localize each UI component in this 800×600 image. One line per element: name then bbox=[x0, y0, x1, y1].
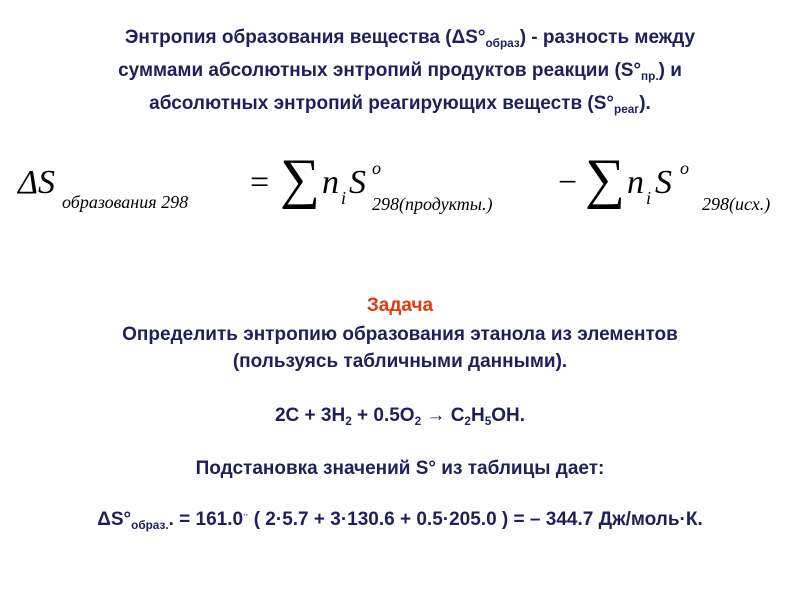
definition-line-1: Энтропия образования вещества $(\Delta S^\circ_{образ})$ - разность между bbox=[124, 27, 696, 51]
task-title: Задача bbox=[366, 295, 434, 316]
substitution-text: Подстановка значений S° из таблицы дает: bbox=[195, 458, 605, 479]
n-1: n bbox=[322, 164, 339, 201]
o-2: o bbox=[680, 158, 689, 178]
delta-s: ΔS bbox=[18, 164, 55, 201]
products-subscript: 298(продукты.) bbox=[372, 194, 493, 214]
task-line-1: Определить энтропию образования этанола из элементов bbox=[122, 324, 678, 345]
equals-sign: = bbox=[250, 164, 270, 201]
n-2: n bbox=[627, 164, 644, 201]
reactants-subscript: 298(исх.) bbox=[702, 194, 771, 214]
o-1: o bbox=[372, 158, 381, 178]
s-2: S bbox=[655, 164, 672, 201]
definition-line-3: абсолютных энтропий реагирующих веществ $(S^\circ_{реаг})$. bbox=[149, 93, 651, 117]
task-line-2: (пользуясь табличными данными). bbox=[232, 351, 568, 372]
definition-line-2: суммами абсолютных энтропий продуктов реакции $(S^\circ_{пр.})$ и bbox=[118, 60, 682, 84]
lhs-subscript: образования 298 bbox=[62, 192, 189, 212]
i-1: i bbox=[341, 188, 347, 208]
reaction-equation: $2C + 3H_2 + 0.5O_2 \to C_2H_5OH$. bbox=[274, 405, 526, 429]
sum-symbol-2: ∑ bbox=[585, 148, 625, 210]
task-text bbox=[0, 321, 800, 375]
entropy-formula bbox=[18, 150, 798, 240]
sum-symbol-1: ∑ bbox=[280, 148, 320, 210]
minus-sign: − bbox=[558, 164, 578, 201]
definition-text bbox=[0, 24, 800, 123]
s-1: S bbox=[349, 164, 366, 201]
calculation-result: $\Delta S^\circ_{образ.}$. = 161.0·· ( 2·5.7 + 3·130.6 + 0.5·205.0 ) = – 344.7 Дж/моль·К. bbox=[97, 509, 703, 533]
i-2: i bbox=[646, 188, 652, 208]
